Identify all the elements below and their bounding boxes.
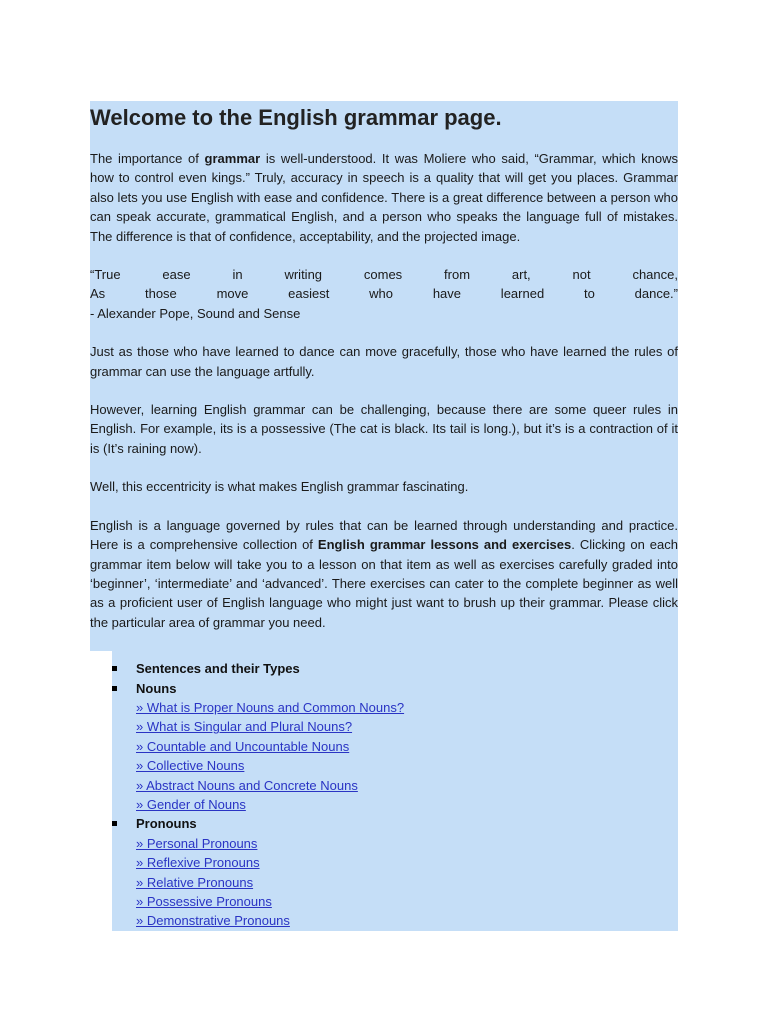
eccentricity-paragraph: Well, this eccentricity is what makes English grammar fascinating. bbox=[90, 479, 469, 495]
list-item bbox=[136, 717, 678, 736]
link-relative-pronouns[interactable]: » Relative Pronouns bbox=[136, 874, 254, 890]
link-demonstrative-pronouns[interactable]: » Demonstrative Pronouns bbox=[136, 913, 290, 929]
intro-pre: The importance of bbox=[90, 151, 205, 166]
quote-source: - Alexander Pope, Sound and Sense bbox=[90, 305, 301, 321]
highlighted-content bbox=[90, 101, 678, 651]
link-personal-pronouns[interactable]: » Personal Pronouns bbox=[136, 835, 258, 851]
topic-label-sentences: Sentences and their Types bbox=[136, 661, 300, 677]
topic-label-pronouns: Pronouns bbox=[136, 816, 197, 832]
link-gender-of-nouns[interactable]: » Gender of Nouns bbox=[136, 796, 246, 812]
intro-paragraph bbox=[90, 149, 678, 265]
collection-bold: English grammar lessons and exercises bbox=[317, 537, 572, 553]
list-item bbox=[136, 737, 678, 756]
challenge-paragraph: However, learning English grammar can be challenging, because there are some queer rules in English. For example, its is a possessive (The cat is black. Its tail is long.), but it’s is a contraction of it is (It’s raining now). bbox=[90, 402, 678, 456]
topic-pronouns bbox=[112, 814, 678, 930]
topics-list-container bbox=[112, 651, 678, 931]
topics-list bbox=[112, 659, 678, 931]
list-item bbox=[136, 873, 678, 892]
page-title: Welcome to the English grammar page. bbox=[90, 105, 502, 130]
link-reflexive-pronouns[interactable]: » Reflexive Pronouns bbox=[136, 855, 260, 871]
link-collective-nouns[interactable]: » Collective Nouns bbox=[136, 758, 245, 774]
topic-nouns bbox=[112, 679, 678, 815]
document-page bbox=[90, 101, 678, 931]
intro-bold: grammar bbox=[204, 151, 261, 166]
pope-quote bbox=[90, 265, 678, 342]
link-proper-common-nouns[interactable]: » What is Proper Nouns and Common Nouns? bbox=[136, 699, 405, 715]
quote-line-1: “True ease in writing comes from art, not chance, bbox=[90, 267, 678, 283]
quote-line-2: As those move easiest who have learned to dance.” bbox=[90, 286, 678, 302]
pronouns-links bbox=[136, 834, 678, 931]
collection-pre: English is a language governed by rules that can be learned through understanding and practice. Here is a comprehensive collection of bbox=[90, 517, 678, 553]
collection-paragraph bbox=[90, 516, 678, 651]
intro-post: is well-understood. It was Moliere who said, “Grammar, which knows how to control even kings.” Truly, accuracy in speech is a quality that will get you places. Grammar also lets you use English with ease and confidence. There is a great difference between a person who can speak accurate, grammatical English, and a person who speaks the language full of mistakes. The difference is that of confidence, acceptability, and the projected image. bbox=[90, 151, 678, 244]
link-possessive-pronouns[interactable]: » Possessive Pronouns bbox=[136, 894, 272, 909]
dance-paragraph: Just as those who have learned to dance can move gracefully, those who have learned the rules of grammar can use the language artfully. bbox=[90, 344, 678, 379]
list-item bbox=[136, 892, 678, 911]
list-item bbox=[136, 756, 678, 775]
collection-post: . Clicking on each grammar item below will take you to a lesson on that item as well as exercises carefully graded into ‘beginner’, ‘intermediate’ and ‘advanced’. There exercises can cater to the complete beginner as well as a proficient user of English language who might just want to brush up their grammar. Please click the particular area of grammar you need. bbox=[90, 537, 678, 630]
list-item bbox=[136, 776, 678, 795]
topic-label-nouns: Nouns bbox=[136, 680, 177, 696]
list-item bbox=[136, 795, 678, 814]
link-countable-uncountable-nouns[interactable]: » Countable and Uncountable Nouns bbox=[136, 738, 350, 754]
list-item bbox=[136, 853, 678, 872]
link-abstract-concrete-nouns[interactable]: » Abstract Nouns and Concrete Nouns bbox=[136, 777, 358, 793]
topic-sentences bbox=[112, 659, 678, 678]
nouns-links bbox=[136, 698, 678, 814]
list-item bbox=[136, 834, 678, 853]
list-item bbox=[136, 698, 678, 717]
list-item bbox=[136, 911, 678, 930]
link-singular-plural-nouns[interactable]: » What is Singular and Plural Nouns? bbox=[136, 719, 353, 735]
